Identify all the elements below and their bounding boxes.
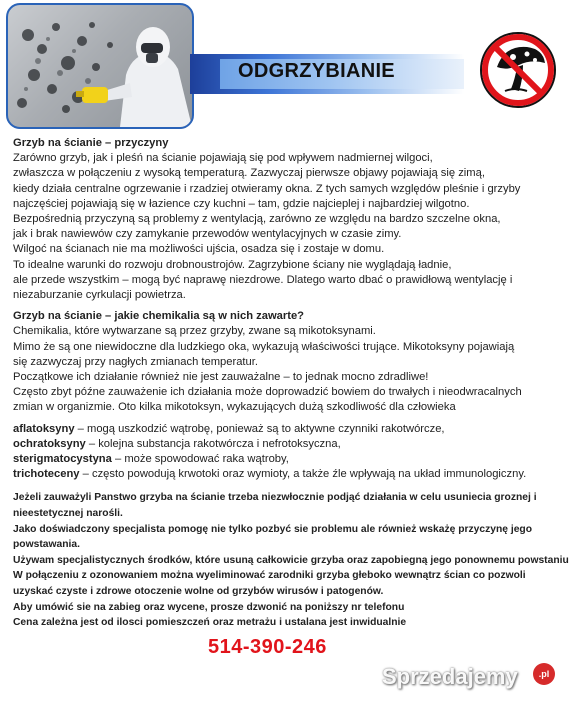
toxin-desc: – często powodują krwotoki oraz wymioty, a także źle wpływają na układ immunologiczny. xyxy=(79,468,527,481)
toxin-desc: – mogą uszkodzić wątrobę, ponieważ są to aktywne czynniki rakotwórcze, xyxy=(74,422,445,435)
text-line: zwłaszcza w połączeniu z wysoką temperaturą. Zazwyczaj pierwsze objawy pojawiają się zimą, xyxy=(13,167,485,180)
offer-line: W połączeniu z ozonowaniem można wyeliminować zarodniki grzyba głeboko wewnątrz ścian co pozwoli xyxy=(13,570,526,582)
article-content xyxy=(13,136,569,631)
text-line: jak i brak nawiewów czy zamykanie przewodów wentylacyjnych w czasie zimy. xyxy=(13,228,402,241)
text-line: się zazwyczaj przy nagłych zmianach temperatur. xyxy=(13,355,258,368)
page-title: ODGRZYBIANIE xyxy=(238,60,395,82)
offer-line: Cena zależna jest od ilosci pomieszczeń oraz metrażu i ustalana jest inwidualnie xyxy=(13,617,407,629)
offer-block xyxy=(13,490,569,630)
text-line: Początkowe ich działanie również nie jest zauważalne – to jednak mocno zdradliwe! xyxy=(13,371,429,384)
text-line: ale przede wszystkim – mogą być naprawę niezdrowe. Dlatego warto dbać o prawidłową wentylację i xyxy=(13,273,513,286)
section-heading-causes: Grzyb na ścianie – przyczyny xyxy=(13,137,169,149)
toxin-name: trichoteceny xyxy=(13,468,80,481)
toxin-item xyxy=(13,452,565,467)
offer-line: nieestetycznej narośli. xyxy=(13,508,123,520)
toxin-item xyxy=(13,422,565,437)
text-line: niezaburzanie cyrkulacji powietrza. xyxy=(13,289,186,302)
offer-line: Jeżeli zauważyli Panstwo grzyba na ścianie trzeba niezwłocznie podjąć działania w celu usuniecia groznej i xyxy=(13,492,537,504)
offer-line: Jako doświadczony specjalista pomogę nie tylko pozbyć sie problemu ale również wskażę przyczynę jego xyxy=(13,523,533,535)
text-line: Chemikalia, które wytwarzane są przez grzyby, zwane są mikotoksynami. xyxy=(13,325,376,338)
text-line: To idealne warunki do rozwoju drobnoustrojów. Zagrzybione ściany nie wyglądają ładnie, xyxy=(13,258,452,271)
text-line: Wilgoć na ścianach nie ma możliwości ujścia, osadza się i zostaje w domu. xyxy=(13,243,385,256)
offer-line: uzyskać czyste i zdrowe otoczenie wolne od grzybów wirusów i patogenów. xyxy=(13,586,384,598)
text-line: Często zbyt późne zauważenie ich działania może doprowadzić bowiem do trwałych i nieodwracalnych xyxy=(13,386,522,399)
header-photo-mold-worker xyxy=(6,3,194,129)
text-line: Zarówno grzyb, jak i pleśń na ścianie pojawiają się pod wpływem nadmiernej wilgoci, xyxy=(13,152,433,165)
toxin-desc: – może spowodować raka wątroby, xyxy=(111,453,289,466)
toxin-desc: – kolejna substancja rakotwórcza i nefrotoksyczna, xyxy=(85,437,341,450)
section-heading-chemicals: Grzyb na ścianie – jakie chemikalia są w nich zawarte? xyxy=(13,310,305,323)
toxin-item xyxy=(13,467,565,482)
offer-line: Aby umówić sie na zabieg oraz wycene, prosze dzwonić na poniższy nr telefonu xyxy=(13,601,405,613)
text-line: zmian w organizmie. Oto kilka mikotoksyn, wykazujących dużą szkodliwość dla człowieka xyxy=(13,401,456,414)
text-line: najczęściej pojawiają się w łazience czy kuchni – tam, gdzie najcieplej i najbardziej wilgotno. xyxy=(13,197,470,210)
no-fungus-icon xyxy=(475,27,561,118)
phone-number[interactable]: 514-390-246 xyxy=(208,636,327,658)
text-line: Mimo że są one niewidoczne dla ludzkiego oka, wykazują właściwości trujące. Mikotoksyny pojawiają xyxy=(13,340,515,353)
toxin-name: ochratoksyny xyxy=(13,437,86,450)
toxin-item xyxy=(13,437,565,452)
toxin-name: aflatoksyny xyxy=(13,422,75,435)
offer-line: Używam specjalistycznych środków, które usuną całkowicie grzyba oraz zapobiegną jego ponownemu powstaniu xyxy=(13,554,569,566)
offer-line: powstawania. xyxy=(13,539,80,551)
text-line: Bezpośrednią przyczyną są problemy z wentylacją, zarówno ze względu na bardzo szczelne okna, xyxy=(13,213,501,226)
watermark-badge: .pl xyxy=(533,663,555,685)
toxin-name: sterigmatocystyna xyxy=(13,453,112,466)
text-line: kiedy działa centralne ogrzewanie i rzadziej otwieramy okna. Z tych samych względów pleśnie i grzyby xyxy=(13,182,521,195)
watermark-logo: Sprzedajemy xyxy=(382,664,518,689)
